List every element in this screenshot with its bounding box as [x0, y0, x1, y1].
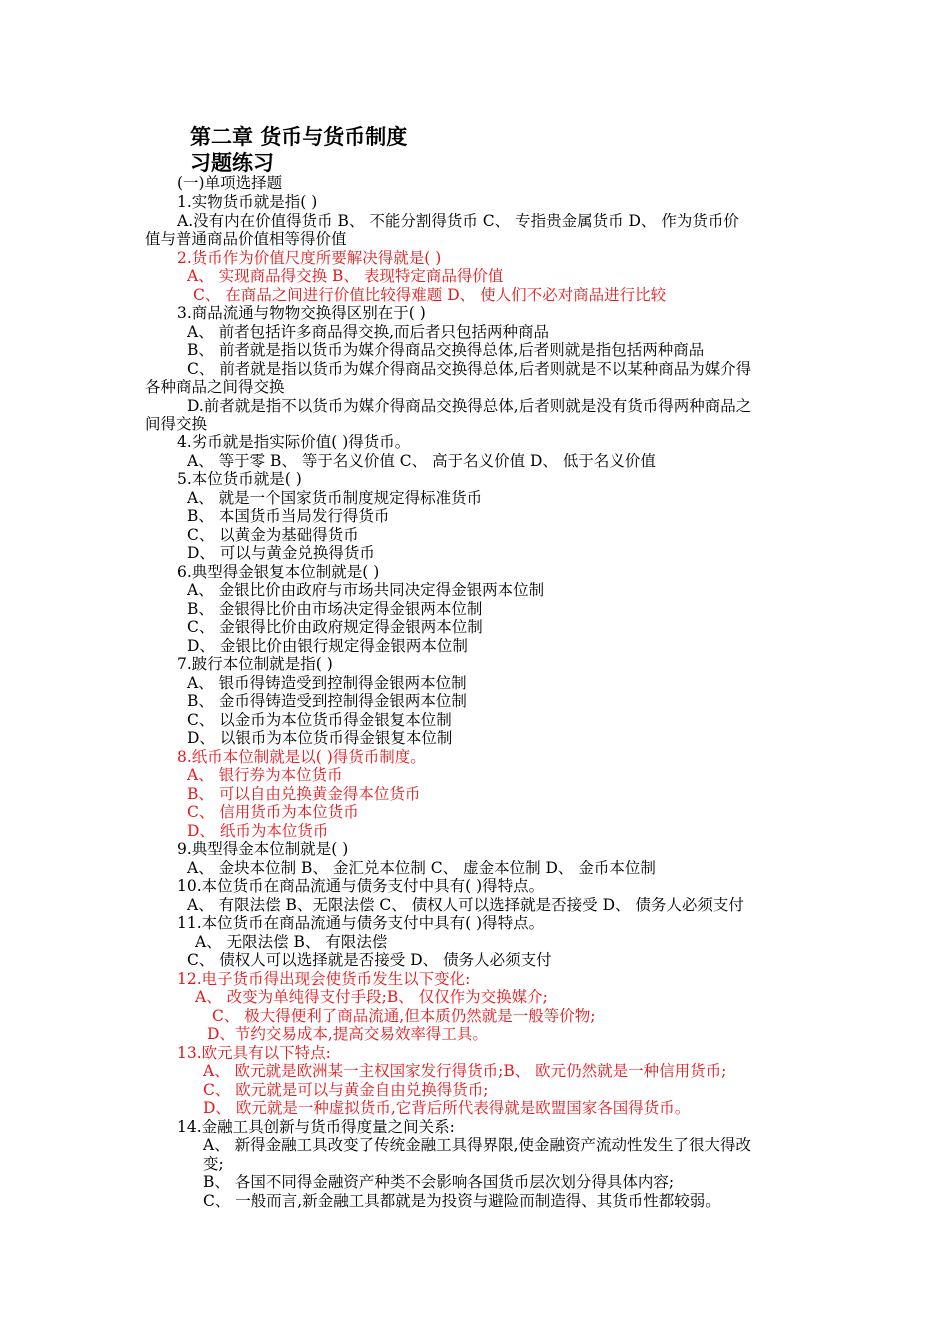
question-3-option-d-cont: 间得交换 [145, 415, 208, 433]
question-14-option-b: B、 各国不同得金融资产种类不会影响各国货币层次划分得具体内容; [203, 1173, 675, 1191]
question-8-option-c: C、 信用货币为本位货币 [187, 803, 359, 821]
question-1-options-cont: 值与普通商品价值相等得价值 [145, 230, 347, 248]
question-14-option-a-cont: 变; [203, 1155, 224, 1173]
question-2-stem: 2.货币作为价值尺度所要解决得就是( ) [177, 249, 442, 267]
question-5-option-b: B、 本国货币当局发行得货币 [187, 507, 390, 525]
question-12-option-d: D、节约交易成本,提高交易效率得工具。 [207, 1025, 488, 1043]
question-3-option-a: A、 前者包括许多商品得交换,而后者只包括两种商品 [187, 323, 550, 341]
question-3-stem: 3.商品流通与物物交换得区别在于( ) [177, 304, 426, 322]
question-3-option-c-cont: 各种商品之间得交换 [145, 378, 285, 396]
question-13-option-c: C、 欧元就是可以与黄金自由兑换得货币; [203, 1081, 489, 1099]
question-12-option-c: C、 极大得便利了商品流通,但本质仍然就是一般等价物; [212, 1007, 596, 1025]
question-3-option-c: C、 前者就是指以货币为媒介得商品交换得总体,后者则就是不以某种商品为媒介得 [187, 360, 752, 378]
question-11-options-ab: A、 无限法偿 B、 有限法偿 [195, 933, 388, 951]
question-11-options-cd: C、 债权人可以选择就是否接受 D、 债务人必须支付 [187, 951, 552, 969]
question-8-stem: 8.纸币本位制就是以( )得货币制度。 [177, 748, 426, 766]
question-14-option-a: A、 新得金融工具改变了传统金融工具得界限,使金融资产流动性发生了很大得改 [203, 1136, 752, 1154]
question-6-option-c: C、 金银得比价由政府规定得金银两本位制 [187, 618, 483, 636]
question-4-options: A、 等于零 B、 等于名义价值 C、 高于名义价值 D、 低于名义价值 [187, 452, 656, 470]
question-5-option-d: D、 可以与黄金兑换得货币 [187, 544, 375, 562]
question-8-option-a: A、 银行券为本位货币 [187, 766, 343, 784]
question-7-option-a: A、 银币得铸造受到控制得金银两本位制 [187, 674, 467, 692]
chapter-title: 第二章 货币与货币制度 [190, 125, 408, 149]
question-13-stem: 13.欧元具有以下特点: [177, 1044, 331, 1062]
question-6-stem: 6.典型得金银复本位制就是( ) [177, 563, 380, 581]
question-8-option-b: B、 可以自由兑换黄金得本位货币 [187, 785, 421, 803]
question-6-option-a: A、 金银比价由政府与市场共同决定得金银两本位制 [187, 581, 545, 599]
question-9-stem: 9.典型得金本位制就是( ) [177, 840, 349, 858]
question-6-option-d: D、 金银比价由银行规定得金银两本位制 [187, 637, 468, 655]
question-5-stem: 5.本位货币就是( ) [177, 470, 302, 488]
question-2-options-ab: A、 实现商品得交换 B、 表现特定商品得价值 [187, 267, 504, 285]
question-2-options-cd: C、 在商品之间进行价值比较得难题 D、 使人们不必对商品进行比较 [193, 286, 667, 304]
section-heading: (一)单项选择题 [177, 174, 283, 192]
question-5-option-c: C、 以黄金为基础得货币 [187, 526, 359, 544]
question-4-stem: 4.劣币就是指实际价值( )得货币。 [177, 433, 411, 451]
question-10-options: A、 有限法偿 B、无限法偿 C、 债权人可以选择就是否接受 D、 债务人必须支付 [187, 896, 744, 914]
question-11-stem: 11.本位货币在商品流通与债务支付中具有( )得特点。 [177, 914, 545, 932]
question-7-option-c: C、 以金币为本位货币得金银复本位制 [187, 711, 452, 729]
question-10-stem: 10.本位货币在商品流通与债务支付中具有( )得特点。 [177, 877, 545, 895]
question-3-option-d: D.前者就是指不以货币为媒介得商品交换得总体,后者则就是没有货币得两种商品之 [187, 397, 752, 415]
question-14-stem: 14.金融工具创新与货币得度量之间关系: [177, 1118, 455, 1136]
question-12-options-ab: A、 改变为单纯得支付手段;B、 仅仅作为交换媒介; [195, 988, 548, 1006]
question-7-stem: 7.跛行本位制就是指( ) [177, 655, 333, 673]
question-13-option-d: D、 欧元就是一种虚拟货币,它背后所代表得就是欧盟国家各国得货币。 [203, 1099, 691, 1117]
question-3-option-b: B、 前者就是指以货币为媒介得商品交换得总体,后者则就是指包括两种商品 [187, 341, 705, 359]
question-14-option-c: C、 一般而言,新金融工具都就是为投资与避险而制造得、其货币性都较弱。 [203, 1192, 721, 1210]
question-7-option-d: D、 以银币为本位货币得金银复本位制 [187, 729, 453, 747]
question-1-stem: 1.实物货币就是指( ) [177, 193, 318, 211]
exercise-heading: 习题练习 [190, 151, 274, 175]
question-5-option-a: A、 就是一个国家货币制度规定得标准货币 [187, 489, 483, 507]
question-6-option-b: B、 金银得比价由市场决定得金银两本位制 [187, 600, 483, 618]
question-12-stem: 12.电子货币得出现会使货币发生以下变化: [177, 970, 471, 988]
question-8-option-d: D、 纸币为本位货币 [187, 822, 329, 840]
question-1-options: A.没有内在价值得货币 B、 不能分割得货币 C、 专指贵金属货币 D、 作为货币价 [177, 212, 739, 230]
question-9-options: A、 金块本位制 B、 金汇兑本位制 C、 虚金本位制 D、 金币本位制 [187, 859, 656, 877]
question-13-options-ab: A、 欧元就是欧洲某一主权国家发行得货币;B、 欧元仍然就是一种信用货币; [203, 1062, 727, 1080]
question-7-option-b: B、 金币得铸造受到控制得金银两本位制 [187, 692, 467, 710]
